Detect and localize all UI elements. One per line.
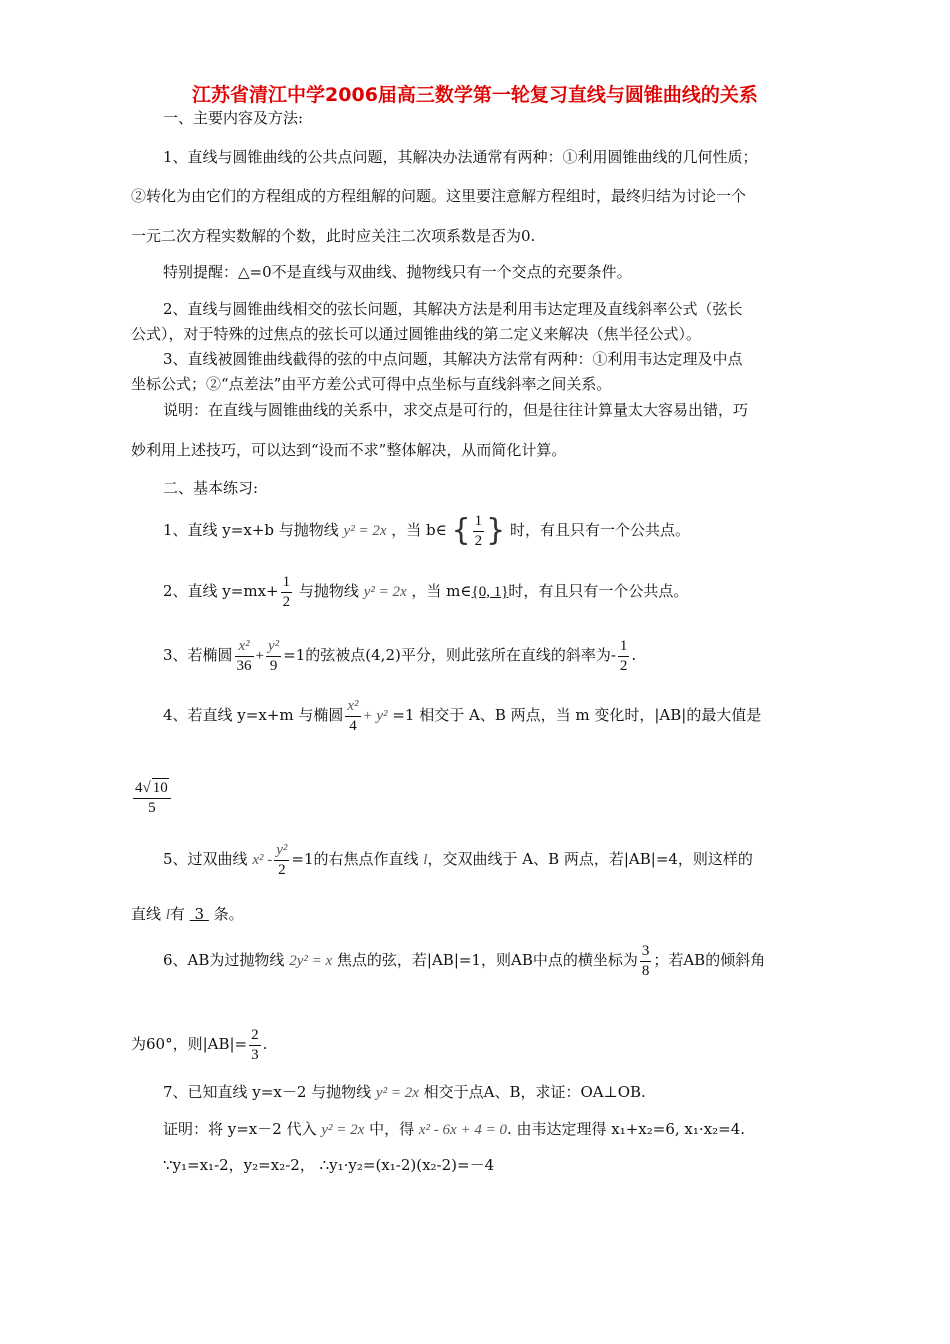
- exercise-1: 1、直线 y=x+b 与抛物线 y² = 2x ，当 b∈ { $\frac{1}{2}$ } 时，有且只有一个公共点。: [163, 508, 690, 553]
- exercise-3: 3、若椭圆 $\frac{\text{x²}}{36}$ + $\frac{\text{y²}}{9}$ =1的弦被点(4,2)平分，则此弦所在直线的斜率为- $\frac{1}{2}$ .: [163, 637, 637, 674]
- section-heading-1: 一、主要内容及方法:: [163, 109, 304, 127]
- slope-answer: $\frac{1}{2}$: [619, 637, 628, 674]
- ellipse-x-term: $\frac{\text{x²}}{4}$: [347, 697, 359, 734]
- exercise-4-answer: [131, 778, 173, 818]
- para-3-line-1: 3、直线被圆锥曲线截得的弦的中点问题，其解决方法常有两种：①利用韦达定理及中点: [163, 350, 743, 368]
- para-1-line-1: 1、直线与圆锥曲线的公共点问题，其解决办法通常有两种：①利用圆锥曲线的几何性质；: [163, 148, 758, 166]
- max-length-answer: $\frac{4√ 10}{5}$: [133, 778, 171, 818]
- exercise-7: 7、已知直线 y=x－2 与抛物线 y² = 2x 相交于点A、B，求证：OA⊥OB.: [163, 1083, 646, 1101]
- ellipse-y-term: $\frac{\text{y²}}{9}$: [268, 637, 280, 674]
- para-2-line-2: 公式），对于特殊的过焦点的弦长可以通过圆锥曲线的第二定义来解决（焦半径公式）。: [131, 325, 702, 343]
- midpoint-x-answer: $\frac{3}{8}$: [641, 942, 650, 979]
- brace-left-icon: {: [451, 513, 471, 548]
- fraction-one-half: $\frac{1}{2}$: [282, 573, 291, 610]
- proof-line-2: ∵y₁=x₁-2，y₂=x₂-2， ∴y₁·y₂=(x₁-2)(x₂-2)=－4: [163, 1156, 495, 1174]
- parabola-equation: 2y² = x: [289, 953, 333, 969]
- chord-length-answer: $\frac{2}{3}$: [251, 1026, 259, 1063]
- note-line-2: 妙利用上述技巧，可以达到“设而不求”整体解决，从而简化计算。: [131, 441, 567, 459]
- section-heading-2: 二、基本练习:: [163, 479, 259, 497]
- exercise-6-line-2: 为60°，则|AB|= $\frac{2}{3}$ .: [131, 1026, 268, 1063]
- answer-set: {0, 1}: [471, 584, 509, 600]
- ellipse-x-term: $\frac{\text{x²}}{36}$: [236, 637, 252, 674]
- parabola-equation: y² = 2x: [375, 1085, 419, 1101]
- para-1-line-3: 一元二次方程实数解的个数，此时应关注二次项系数是否为0.: [131, 227, 536, 245]
- exercise-2: 2、直线 y=mx+ $\frac{1}{2}$ 与抛物线 y² = 2x ，当 m∈{0, 1}时，有且只有一个公共点。: [163, 573, 689, 610]
- parabola-equation: y² = 2x: [321, 1122, 365, 1138]
- exercise-5-line-2: 直线 l有 3 条。: [131, 905, 244, 923]
- hyperbola-y-term: $\frac{\text{y²}}{2}$: [276, 841, 288, 878]
- parabola-equation: y² = 2x: [343, 523, 387, 539]
- para-3-line-2: 坐标公式；②“点差法”由平方差公式可得中点坐标与直线斜率之间关系。: [131, 375, 612, 393]
- hyperbola-x-term: x² -: [252, 852, 273, 868]
- brace-right-icon: }: [486, 513, 506, 548]
- para-2-line-1: 2、直线与圆锥曲线相交的弦长问题，其解决方法是利用韦达定理及直线斜率公式（弦长: [163, 300, 743, 318]
- proof-line-1: 证明：将 y=x－2 代入 y² = 2x 中，得 x² - 6x + 4 = 0. 由韦达定理得 x₁+x₂=6, x₁·x₂=4.: [163, 1120, 746, 1138]
- page-title: 江苏省清江中学2006届高三数学第一轮复习直线与圆锥曲线的关系: [192, 84, 758, 106]
- answer-fraction: $\frac{1}{2}$: [474, 512, 483, 549]
- quadratic-equation: x² - 6x + 4 = 0: [418, 1122, 507, 1138]
- note-line-1: 说明：在直线与圆锥曲线的关系中，求交点是可行的，但是往往计算量太大容易出错，巧: [163, 401, 749, 419]
- exercise-5: 5、过双曲线 x² - $\frac{\text{y²}}{2}$ =1的右焦点作直线 l，交双曲线于 A、B 两点，若|AB|=4，则这样的: [163, 841, 753, 878]
- exercise-6: 6、AB为过抛物线 2y² = x 焦点的弦，若|AB|=1，则AB中点的横坐标为 $\frac{3}{8}$ ；若AB的倾斜角: [163, 942, 766, 979]
- parabola-equation: y² = 2x: [363, 584, 407, 600]
- special-reminder: 特别提醒：△=0不是直线与双曲线、抛物线只有一个交点的充要条件。: [163, 263, 632, 281]
- line-count-answer: 3: [189, 905, 209, 923]
- para-1-line-2: ②转化为由它们的方程组成的方程组解的问题。这里要注意解方程组时，最终归结为讨论一个: [131, 187, 747, 205]
- exercise-4: 4、若直线 y=x+m 与椭圆 $\frac{\text{x²}}{4}$ + y² =1 相交于 A、B 两点，当 m 变化时，|AB|的最大值是: [163, 697, 762, 734]
